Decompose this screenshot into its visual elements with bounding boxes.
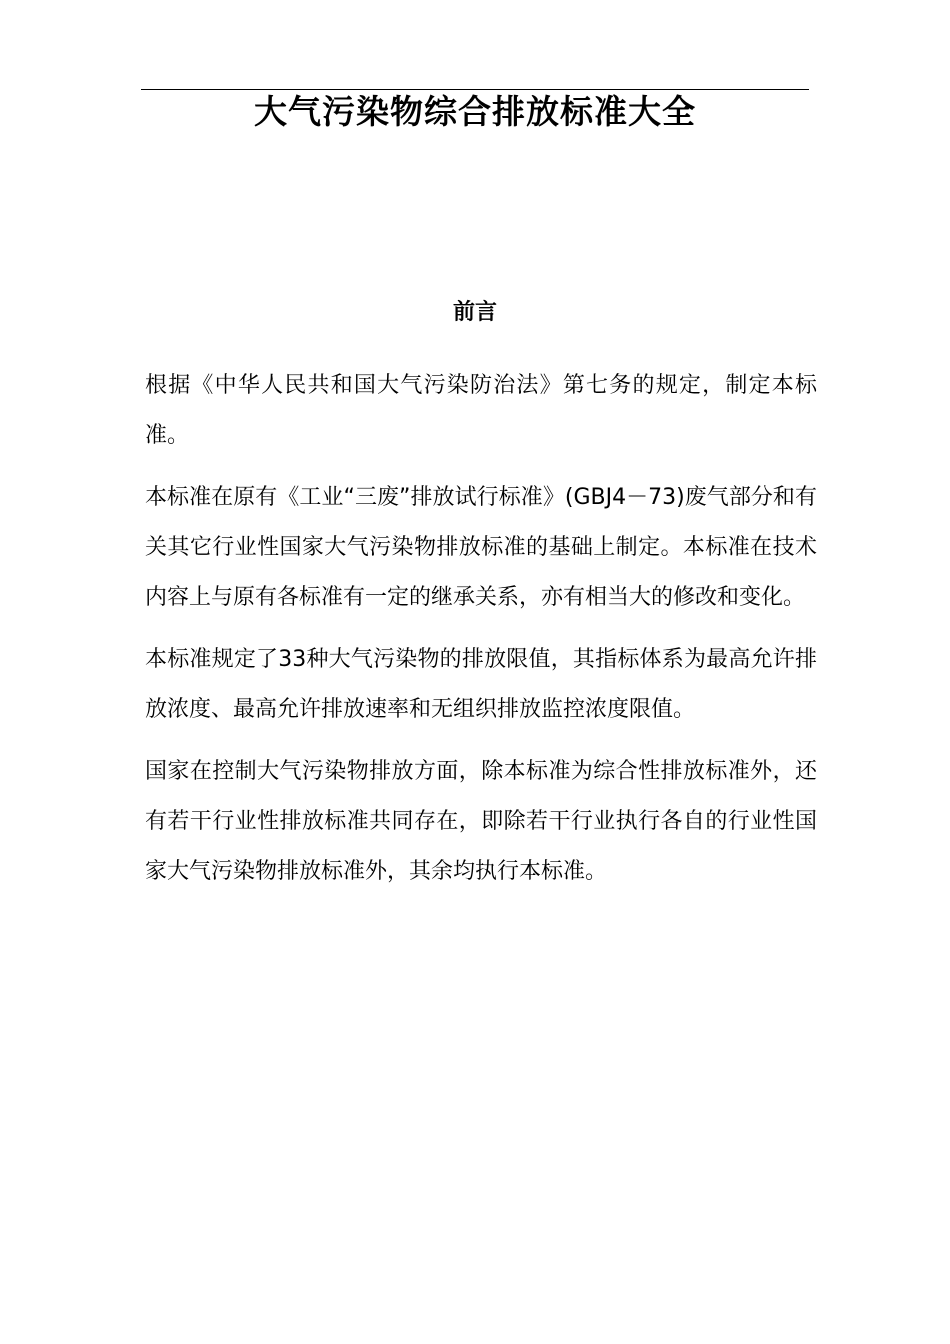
- paragraph-1: 根据《中华人民共和国大气污染防治法》第七务的规定，制定本标准。: [145, 373, 817, 448]
- section-heading-preface: 前言: [452, 300, 497, 325]
- paragraph-2: 本标准在原有《工业“三废”排放试行标准》(GBJ4－73)废气部分和有关其它行业性国家大气污染物排放标准的基础上制定。本标准在技术内容上与原有各标准有一定的继承关系，亦有相当大的修改和变化。: [145, 485, 817, 610]
- document-body: [145, 361, 817, 909]
- paragraph-4: 国家在控制大气污染物排放方面，除本标准为综合性排放标准外，还有若干行业性排放标准共同存在，即除若干行业执行各自的行业性国家大气污染物排放标准外，其余均执行本标准。: [145, 759, 817, 884]
- document-title: 大气污染物综合排放标准大全: [254, 92, 696, 131]
- paragraph-3: 本标准规定了33种大气污染物的排放限值，其指标体系为最高允许排放浓度、最高允许排放速率和无组织排放监控浓度限值。: [145, 647, 817, 722]
